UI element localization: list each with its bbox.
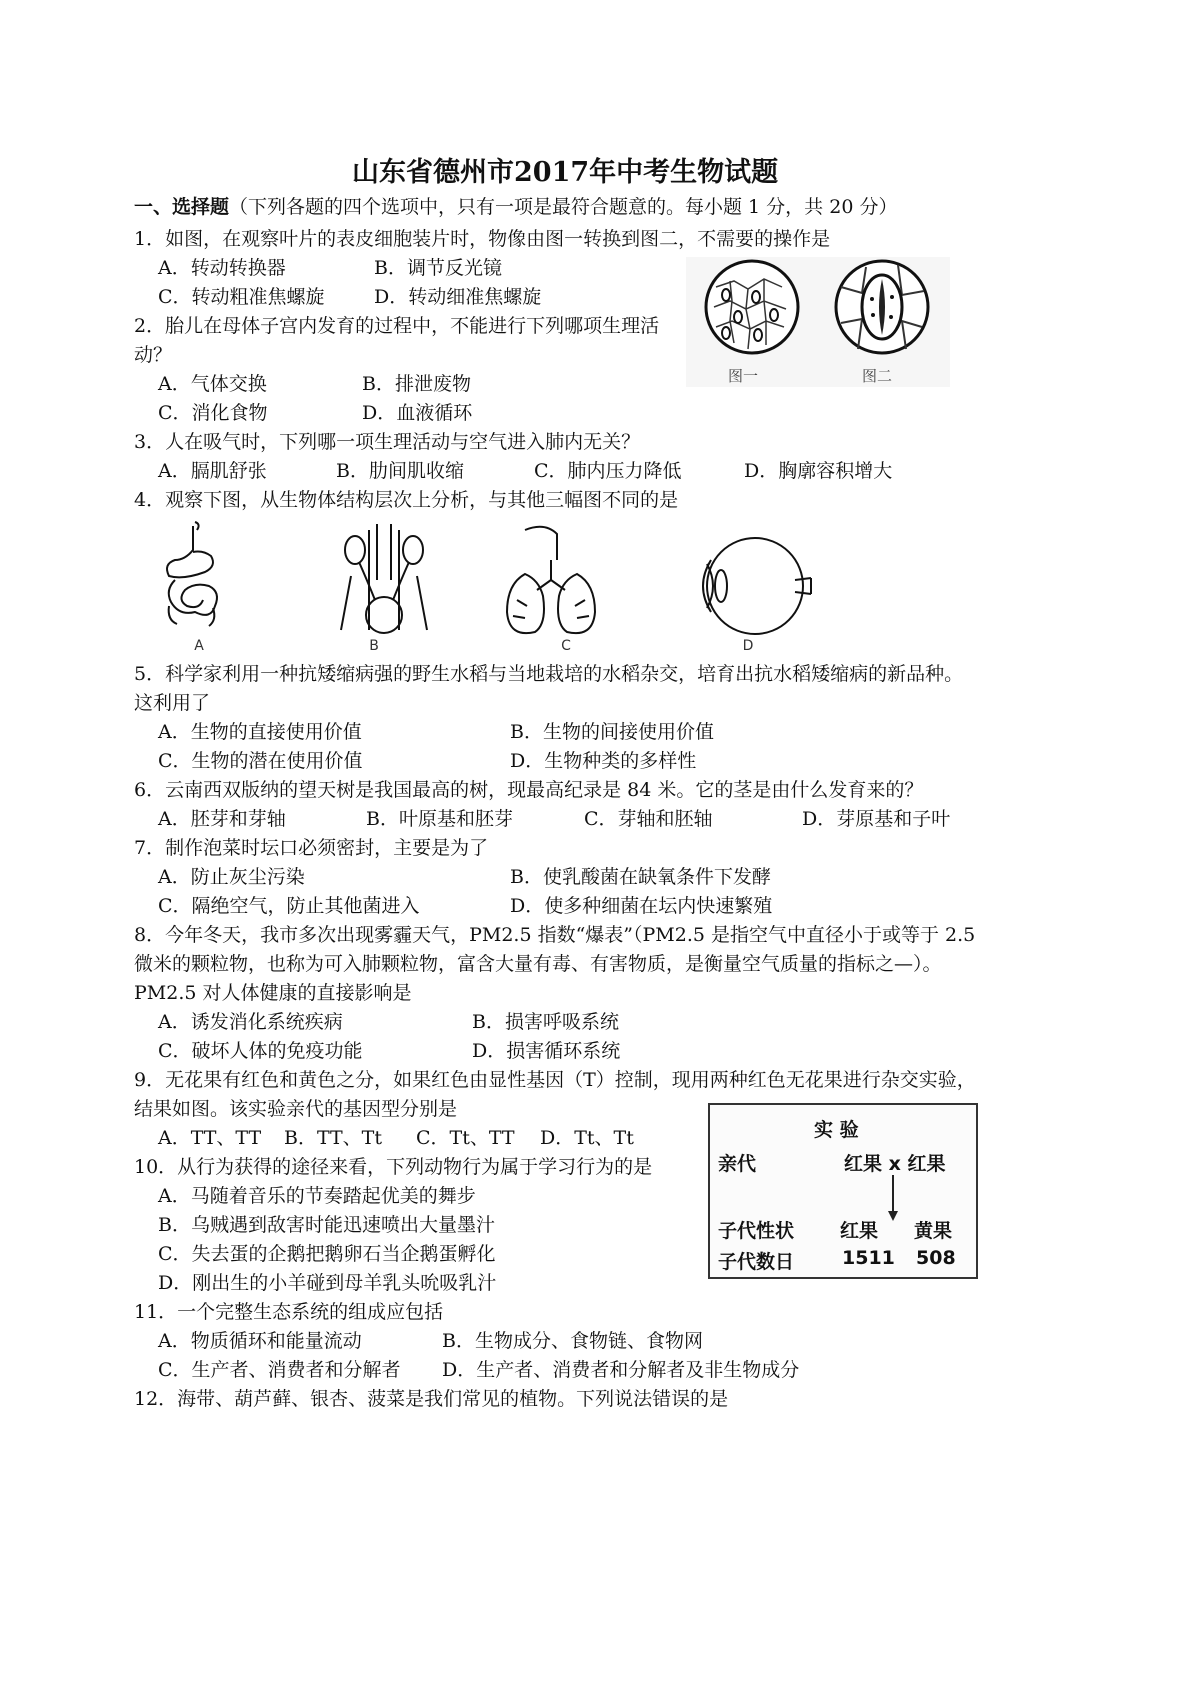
q11-option-b: B．生物成分、食物链、食物网	[442, 1330, 703, 1352]
q8-option-a: A．诱发消化系统疾病	[158, 1011, 343, 1033]
parent-cross: 红果 x 红果	[844, 1153, 946, 1175]
digestive-system-illustration	[167, 522, 217, 626]
q2-stem-line2: 动？	[134, 344, 173, 366]
q3-option-d: D．胸廓容积增大	[744, 460, 893, 482]
q8-stem-line2: 微米的颗粒物，也称为可入肺颗粒物，富含大量有毒、有害物质，是衡量空气质量的指标之—）。	[134, 953, 942, 975]
q9-option-c: C．Tt、TT	[416, 1127, 515, 1149]
q7-option-d: D．使多种细菌在坛内快速繁殖	[510, 895, 773, 917]
eye-illustration	[703, 538, 811, 634]
q8-stem-line1: 8．今年冬天，我市多次出现雾霾天气，PM2.5 指数“爆表”（PM2.5 是指空气中直径小于或等于 2.5	[134, 924, 976, 946]
q9-option-b: B．TT、Tt	[284, 1127, 382, 1149]
q12-stem: 12．海带、葫芦藓、银杏、菠菜是我们常见的植物。下列说法错误的是	[134, 1388, 729, 1410]
q6-option-a: A．胚芽和芽轴	[158, 808, 286, 830]
q7-stem: 7．制作泡菜时坛口必须密封，主要是为了	[134, 837, 489, 859]
figure-label-b: B	[369, 638, 379, 654]
cell-view-2	[836, 261, 928, 353]
q9-stem-line1: 9．无花果有红色和黄色之分，如果红色由显性基因（T）控制，现用两种红色无花果进行杂交实验，	[134, 1069, 976, 1091]
yellow-fruit-count: 508	[916, 1247, 956, 1269]
yellow-fruit-label: 黄果	[914, 1220, 953, 1242]
q7-option-b: B．使乳酸菌在缺氧条件下发酵	[510, 866, 771, 888]
red-fruit-count: 1511	[842, 1247, 895, 1269]
red-fruit-label: 红果	[840, 1220, 879, 1242]
q3-option-a: A．膈肌舒张	[158, 460, 267, 482]
q1-option-b: B．调节反光镜	[374, 257, 502, 279]
q7-option-c: C．隔绝空气，防止其他菌进入	[158, 895, 420, 917]
respiratory-system-illustration	[507, 527, 595, 633]
q3-option-b: B．肋间肌收缩	[336, 460, 464, 482]
section-instruction: （下列各题的四个选项中，只有一项是最符合题意的。每小题 1 分，共 20 分）	[229, 196, 898, 218]
q8-option-c: C．破坏人体的免疫功能	[158, 1040, 363, 1062]
q5-option-d: D．生物种类的多样性	[510, 750, 697, 772]
q1-option-d: D．转动细准焦螺旋	[374, 286, 542, 308]
page-title: 山东省德州市2017年中考生物试题	[352, 157, 779, 188]
q8-option-b: B．损害呼吸系统	[472, 1011, 619, 1033]
parent-label: 亲代	[718, 1153, 757, 1175]
q5-option-c: C．生物的潜在使用价值	[158, 750, 363, 772]
q6-option-b: B．叶原基和胚芽	[366, 808, 513, 830]
q10-option-d: D．刚出生的小羊碰到母羊乳头吮吸乳汁	[158, 1272, 497, 1294]
figure-2-label: 图二	[862, 367, 893, 385]
q10-option-c: C．失去蛋的企鹅把鹅卵石当企鹅蛋孵化	[158, 1243, 496, 1265]
urinary-system-illustration	[341, 524, 427, 633]
q2-stem-line1: 2．胎儿在母体子宫内发育的过程中，不能进行下列哪项生理活	[134, 315, 660, 337]
q11-stem: 11．一个完整生态系统的组成应包括	[134, 1301, 444, 1323]
figure-label-c: C	[561, 638, 571, 654]
table-header: 实 验	[814, 1119, 859, 1141]
microscope-figure	[686, 257, 950, 387]
q9-option-a: A．TT、TT	[158, 1127, 262, 1149]
q1-stem: 1．如图，在观察叶片的表皮细胞装片时，物像由图一转换到图二，不需要的操作是	[134, 228, 831, 250]
q6-option-d: D．芽原基和子叶	[802, 808, 951, 830]
cell-view-1	[706, 261, 798, 353]
q1-option-a: A．转动转换器	[158, 257, 286, 279]
q5-option-a: A．生物的直接使用价值	[158, 721, 362, 743]
organ-figures	[155, 520, 835, 655]
q3-stem: 3．人在吸气时，下列哪一项生理活动与空气进入肺内无关？	[134, 431, 641, 453]
section-label: 一、选择题	[134, 196, 230, 218]
q6-stem: 6．云南西双版纳的望天树是我国最高的树，现最高纪录是 84 米。它的茎是由什么发育来的？	[134, 779, 924, 801]
q11-option-d: D．生产者、消费者和分解者及非生物成分	[442, 1359, 800, 1381]
q2-option-b: B．排泄废物	[362, 373, 471, 395]
q10-option-a: A．马随着音乐的节奏踏起优美的舞步	[158, 1185, 476, 1207]
figure-1-label: 图一	[728, 367, 759, 385]
figure-label-d: D	[742, 638, 754, 654]
cross-arrow-icon	[886, 1175, 900, 1223]
experiment-table	[708, 1103, 978, 1279]
q4-stem: 4．观察下图，从生物体结构层次上分析，与其他三幅图不同的是	[134, 489, 679, 511]
q2-option-a: A．气体交换	[158, 373, 267, 395]
q8-stem-line3: PM2.5 对人体健康的直接影响是	[134, 982, 412, 1004]
q5-option-b: B．生物的间接使用价值	[510, 721, 714, 743]
q7-option-a: A．防止灰尘污染	[158, 866, 305, 888]
q10-option-b: B．乌贼遇到敌害时能迅速喷出大量墨汁	[158, 1214, 495, 1236]
q5-stem-line2: 这利用了	[134, 692, 211, 714]
offspring-count-label: 子代数日	[718, 1251, 795, 1273]
q5-stem-line1: 5．科学家利用一种抗矮缩病强的野生水稻与当地栽培的水稻杂交，培育出抗水稻矮缩病的新品种。	[134, 663, 964, 685]
q2-option-c: C．消化食物	[158, 402, 268, 424]
q1-option-c: C．转动粗准焦螺旋	[158, 286, 325, 308]
q9-stem-line2: 结果如图。该实验亲代的基因型分别是	[134, 1098, 458, 1120]
q2-option-d: D．血液循环	[362, 402, 473, 424]
q10-stem: 10．从行为获得的途径来看，下列动物行为属于学习行为的是	[134, 1156, 653, 1178]
offspring-trait-label: 子代性状	[718, 1220, 795, 1242]
figure-label-a: A	[194, 638, 204, 654]
section-heading	[134, 195, 897, 219]
q8-option-d: D．损害循环系统	[472, 1040, 621, 1062]
q11-option-c: C．生产者、消费者和分解者	[158, 1359, 401, 1381]
q3-option-c: C．肺内压力降低	[534, 460, 682, 482]
q6-option-c: C．芽轴和胚轴	[584, 808, 713, 830]
q11-option-a: A．物质循环和能量流动	[158, 1330, 362, 1352]
q9-option-d: D．Tt、Tt	[540, 1127, 634, 1149]
